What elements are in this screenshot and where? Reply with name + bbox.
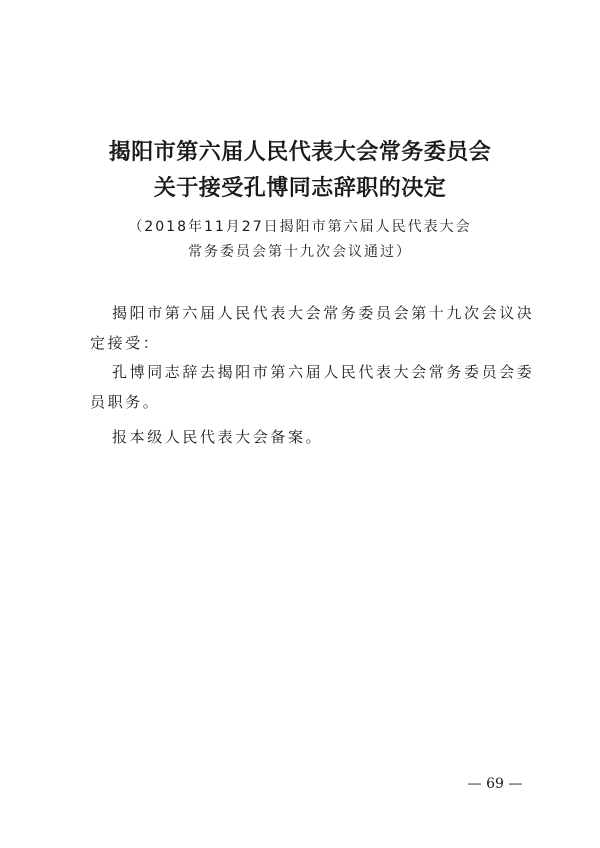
decision-paragraph-line-2: 定接受： (90, 334, 161, 352)
resignation-paragraph-line-2: 员职务。 (90, 393, 161, 411)
resignation-paragraph-line-1: 孔博同志辞去揭阳市第六届人民代表大会常务委员会委 (112, 363, 535, 381)
adoption-note-line-1: （2018年11月27日揭阳市第六届人民代表大会 (128, 219, 472, 235)
adoption-note-line-2: 常务委员会第十九次会议通过） (188, 244, 412, 260)
decision-paragraph-line-1: 揭阳市第六届人民代表大会常务委员会第十九次会议决 (112, 304, 535, 322)
document-title-line-1: 揭阳市第六届人民代表大会常务委员会 (108, 139, 492, 165)
filing-paragraph: 报本级人民代表大会备案。 (112, 428, 324, 446)
page-number: — 69 — (467, 776, 523, 792)
document-title-line-2: 关于接受孔博同志辞职的决定 (153, 175, 447, 201)
